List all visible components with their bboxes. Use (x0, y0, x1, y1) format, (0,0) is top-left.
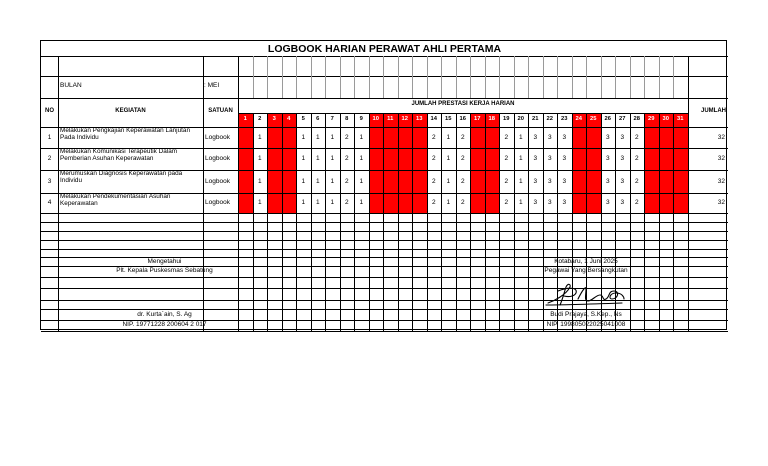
signature (544, 281, 628, 314)
grid-line (41, 249, 728, 250)
footer-left-title: Plt. Kepala Puskesmas Sebatung (116, 267, 213, 274)
grid-line (267, 56, 268, 98)
grid-line (528, 113, 529, 331)
footer-right-name: Budi Prajaya, S.Kep., Ns (550, 311, 622, 318)
daily-value: 3 (562, 155, 567, 162)
grid-line (470, 113, 471, 331)
day-number: 5 (301, 116, 305, 122)
daily-value: 2 (431, 155, 436, 162)
grid-line (41, 213, 728, 214)
daily-value: 1 (446, 177, 451, 185)
day-number: 29 (648, 116, 655, 122)
grid-line (58, 56, 59, 331)
grid-line (485, 113, 486, 331)
bulan-label: BULAN (60, 82, 82, 89)
daily-value: 3 (547, 155, 552, 162)
grid-line (282, 56, 283, 98)
holiday-column (369, 113, 384, 213)
grid-line (41, 56, 728, 57)
day-number: 1 (243, 116, 247, 122)
grid-line (41, 240, 728, 241)
grid-line (644, 113, 645, 331)
holiday-column (412, 113, 427, 213)
daily-value: 2 (344, 177, 349, 185)
day-number: 10 (372, 116, 379, 122)
grid-line (659, 113, 660, 331)
day-number: 19 (503, 116, 510, 122)
row-number: 1 (47, 133, 52, 141)
day-number: 31 (677, 116, 684, 122)
daily-value: 3 (547, 177, 552, 185)
daily-value: 1 (330, 155, 335, 162)
daily-value: 1 (301, 155, 306, 162)
grid-line (601, 56, 602, 98)
grid-line (572, 56, 573, 98)
grid-line (630, 113, 631, 331)
daily-value: 2 (504, 177, 509, 185)
holiday-column (586, 113, 601, 213)
daily-value: 2 (431, 199, 436, 206)
grid-line (673, 113, 674, 331)
daily-value: 1 (518, 199, 523, 206)
grid-line (456, 113, 457, 331)
day-number: 26 (604, 116, 611, 122)
holiday-column (470, 113, 485, 213)
footer-right-date: Kotabaru, 1 Juni 2025 (554, 258, 618, 265)
grid-line (441, 56, 442, 98)
header-kegiatan: KEGIATAN (115, 108, 146, 114)
daily-value: 3 (533, 155, 538, 162)
footer-right-title: Pegawai Yang Bersangkutan (544, 267, 628, 274)
grid-line (311, 56, 312, 98)
grid-line (383, 56, 384, 98)
header-satuan: SATUAN (208, 108, 233, 114)
daily-value: 1 (315, 199, 320, 206)
holiday-column (282, 113, 297, 213)
grid-line (267, 113, 268, 331)
row-satuan: Logbook (205, 133, 230, 141)
grid-line (470, 56, 471, 98)
daily-value: 1 (359, 177, 364, 185)
daily-value: 3 (605, 177, 610, 185)
day-number: 23 (561, 116, 568, 122)
daily-value: 3 (620, 199, 625, 206)
day-number: 9 (359, 116, 363, 122)
daily-value: 1 (518, 155, 523, 162)
grid-line (282, 113, 283, 331)
row-satuan: Logbook (205, 155, 230, 162)
grid-line (253, 113, 254, 331)
grid-line (296, 113, 297, 331)
grid-line (688, 56, 689, 331)
daily-value: 2 (344, 199, 349, 206)
grid-line (644, 56, 645, 98)
grid-line (427, 113, 428, 331)
daily-value: 1 (359, 199, 364, 206)
daily-value: 1 (518, 177, 523, 185)
daily-value: 1 (301, 199, 306, 206)
grid-line (41, 331, 728, 332)
day-number: 30 (662, 116, 669, 122)
bulan-value: : MEI (204, 82, 220, 89)
day-number: 21 (532, 116, 539, 122)
daily-value: 2 (460, 177, 465, 185)
daily-value: 3 (562, 133, 567, 141)
daily-value: 1 (257, 199, 262, 206)
daily-value: 1 (359, 155, 364, 162)
header-no: NO (45, 108, 54, 114)
day-number: 7 (330, 116, 334, 122)
grid-line (586, 56, 587, 98)
holiday-column (673, 113, 688, 213)
row-kegiatan: Melakukan Komunikasi Terapeutik Dalam Pemberian Asuhan Keperawatan (60, 148, 178, 162)
footer-left-heading: Mengetahui (147, 258, 182, 265)
daily-value: 1 (315, 177, 320, 185)
grid-line (340, 113, 341, 331)
day-number: 12 (401, 116, 408, 122)
daily-value: 2 (460, 133, 465, 141)
daily-value: 1 (315, 155, 320, 162)
daily-value: 3 (620, 155, 625, 162)
daily-value: 1 (257, 133, 262, 141)
grid-line (325, 56, 326, 98)
day-number: 24 (575, 116, 582, 122)
grid-line (325, 113, 326, 331)
grid-line (41, 222, 728, 223)
daily-value: 1 (330, 177, 335, 185)
grid-line (514, 56, 515, 98)
grid-line (340, 56, 341, 98)
footer-left-name: dr. Kurta`ain, S. Ag (137, 311, 192, 318)
grid-line (456, 56, 457, 98)
grid-line (427, 56, 428, 98)
daily-value: 3 (605, 155, 610, 162)
daily-value: 1 (257, 177, 262, 185)
row-total: 32 (717, 133, 725, 141)
grid-line (369, 113, 370, 331)
daily-value: 3 (620, 177, 625, 185)
day-number: 25 (590, 116, 597, 122)
grid-line (441, 113, 442, 331)
daily-value: 2 (460, 155, 465, 162)
daily-value: 2 (431, 177, 436, 185)
day-number: 22 (546, 116, 553, 122)
holiday-column (659, 113, 674, 213)
row-total: 32 (717, 177, 725, 185)
daily-value: 3 (562, 177, 567, 185)
grid-line (369, 56, 370, 98)
grid-line (203, 56, 204, 331)
grid-line (514, 113, 515, 331)
daily-value: 3 (533, 133, 538, 141)
daily-value: 1 (315, 133, 320, 141)
daily-value: 1 (257, 155, 262, 162)
grid-line (253, 56, 254, 98)
daily-value: 3 (605, 133, 610, 141)
grid-line (354, 113, 355, 331)
daily-value: 1 (301, 177, 306, 185)
footer-left-nip: NIP. 19771228 200604 2 017 (122, 321, 207, 328)
holiday-column (485, 113, 500, 213)
daily-value: 3 (620, 133, 625, 141)
header-prestasi: JUMLAH PRESTASI KERJA HARIAN (411, 101, 515, 107)
row-satuan: Logbook (205, 199, 230, 206)
daily-value: 1 (301, 133, 306, 141)
row-satuan: Logbook (205, 177, 230, 185)
grid-line (615, 56, 616, 98)
day-number: 17 (474, 116, 481, 122)
daily-value: 2 (344, 155, 349, 162)
day-number: 28 (633, 116, 640, 122)
holiday-column (572, 113, 587, 213)
row-number: 2 (47, 155, 52, 162)
grid-line (412, 56, 413, 98)
grid-line (354, 56, 355, 98)
daily-value: 2 (634, 177, 639, 185)
holiday-column (398, 113, 413, 213)
grid-line (630, 56, 631, 98)
day-number: 6 (316, 116, 320, 122)
row-number: 3 (47, 177, 52, 185)
day-number: 14 (430, 116, 437, 122)
daily-value: 1 (446, 133, 451, 141)
holiday-column (267, 113, 282, 213)
grid-line (383, 113, 384, 331)
daily-value: 1 (446, 199, 451, 206)
day-number: 15 (445, 116, 452, 122)
daily-value: 2 (460, 199, 465, 206)
header-jumlah: JUMLAH (701, 108, 726, 114)
daily-value: 2 (634, 155, 639, 162)
grid-line (528, 56, 529, 98)
page-title: LOGBOOK HARIAN PERAWAT AHLI PERTAMA (267, 43, 502, 55)
day-number: 13 (416, 116, 423, 122)
grid-line (557, 56, 558, 98)
daily-value: 2 (431, 133, 436, 141)
day-number: 4 (287, 116, 291, 122)
daily-value: 2 (504, 199, 509, 206)
row-kegiatan: Melakukan Pengkajian Keperawatan Lanjutan Pada Individu (60, 127, 191, 141)
day-number: 27 (619, 116, 626, 122)
daily-value: 2 (634, 133, 639, 141)
row-kegiatan: Merumuskan Diagnosis Keperawatan pada Individu (60, 170, 183, 184)
grid-line (659, 56, 660, 98)
day-number: 11 (387, 116, 394, 122)
daily-value: 1 (518, 133, 523, 141)
daily-value: 2 (504, 133, 509, 141)
row-total: 32 (717, 155, 725, 162)
grid-line (238, 113, 688, 114)
grid-line (41, 98, 728, 99)
row-number: 4 (47, 199, 52, 206)
daily-value: 3 (547, 199, 552, 206)
daily-value: 1 (446, 155, 451, 162)
grid-line (412, 113, 413, 331)
grid-line (398, 56, 399, 98)
grid-line (41, 231, 728, 232)
grid-line (673, 56, 674, 98)
daily-value: 3 (547, 133, 552, 141)
footer-right-nip: NIP. 199805022025041008 (546, 321, 626, 328)
day-number: 8 (345, 116, 349, 122)
grid-line (41, 257, 728, 258)
daily-value: 1 (330, 199, 335, 206)
grid-line (485, 56, 486, 98)
daily-value: 3 (533, 177, 538, 185)
daily-value: 2 (504, 155, 509, 162)
grid-line (41, 76, 728, 77)
grid-line (238, 56, 239, 331)
day-number: 16 (459, 116, 466, 122)
grid-line (296, 56, 297, 98)
row-kegiatan: Melakukan Pendekumentasian Asuhan Keperawatan (60, 193, 171, 207)
row-total: 32 (717, 199, 725, 206)
daily-value: 1 (359, 133, 364, 141)
day-number: 20 (517, 116, 524, 122)
grid-line (499, 56, 500, 98)
daily-value: 3 (562, 199, 567, 206)
day-number: 18 (488, 116, 495, 122)
grid-line (499, 113, 500, 331)
daily-value: 3 (533, 199, 538, 206)
grid-line (543, 56, 544, 98)
daily-value: 3 (605, 199, 610, 206)
day-number: 2 (258, 116, 262, 122)
grid-line (41, 277, 728, 278)
daily-value: 2 (634, 199, 639, 206)
daily-value: 2 (344, 133, 349, 141)
daily-value: 1 (330, 133, 335, 141)
day-number: 3 (272, 116, 276, 122)
holiday-column (238, 113, 253, 213)
grid-line (311, 113, 312, 331)
grid-line (398, 113, 399, 331)
holiday-column (383, 113, 398, 213)
holiday-column (644, 113, 659, 213)
